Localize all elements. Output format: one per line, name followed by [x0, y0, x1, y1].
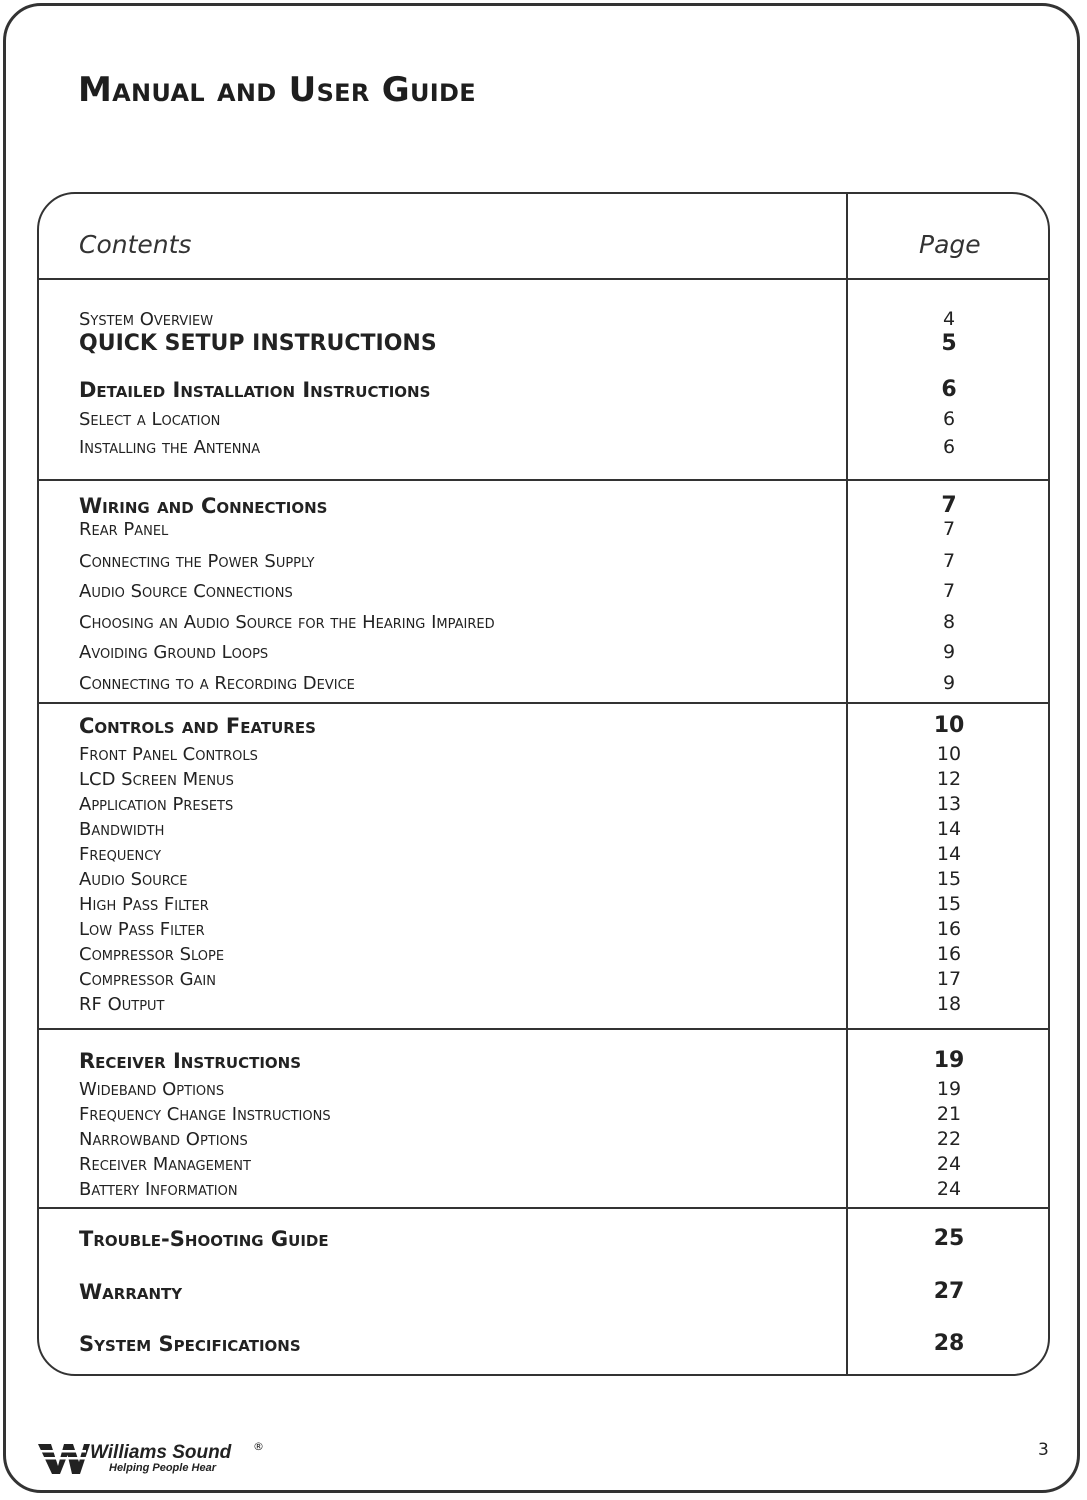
logo-mark-icon: [38, 1440, 90, 1476]
toc-entry-label: Installing the Antenna: [79, 437, 261, 458]
toc-entry[interactable]: [39, 1330, 1050, 1356]
toc-entry-page: 7: [942, 518, 956, 540]
toc-entry-label: Narrowband Options: [79, 1129, 248, 1150]
toc-entry[interactable]: [39, 764, 1050, 790]
toc-entry-page: 28: [933, 1331, 965, 1356]
toc-entry-page: 14: [936, 843, 962, 865]
williams-sound-logo: [38, 1440, 278, 1476]
toc-entry[interactable]: [39, 1149, 1050, 1175]
toc-entry[interactable]: [39, 939, 1050, 965]
toc-entry-page: 15: [936, 868, 962, 890]
toc-entry-page: 4: [942, 308, 956, 330]
toc-entry-page: 6: [941, 377, 957, 402]
section-divider: [39, 479, 1050, 481]
toc-entry-label: Choosing an Audio Source for the Hearing Impaired: [79, 612, 495, 633]
toc-entry[interactable]: [39, 814, 1050, 840]
toc-entry[interactable]: [39, 989, 1050, 1015]
toc-entry-label: Low Pass Filter: [79, 919, 205, 940]
toc-entry-label: Connecting the Power Supply: [79, 551, 315, 572]
toc-entry[interactable]: [39, 432, 1050, 458]
toc-entry-page: 9: [942, 672, 956, 694]
toc-entry-page: 8: [942, 611, 956, 633]
toc-entry-page: 10: [936, 743, 962, 765]
toc-entry-label: Compressor Gain: [79, 969, 216, 990]
toc-entry[interactable]: [39, 1047, 1050, 1073]
toc-entry-label: Avoiding Ground Loops: [79, 642, 269, 663]
toc-entry-label: Wiring and Connections: [79, 494, 328, 518]
toc-entry-label: Receiver Instructions: [79, 1049, 302, 1073]
logo-tagline: Helping People Hear: [109, 1462, 216, 1474]
toc-entry-page: 6: [942, 436, 956, 458]
toc-entry-page: 12: [936, 768, 962, 790]
toc-entry[interactable]: [39, 1099, 1050, 1125]
toc-entry-page: 16: [936, 918, 962, 940]
page-number: 3: [1038, 1440, 1049, 1460]
toc-entry-label: Audio Source Connections: [79, 581, 293, 602]
toc-entry-label: Wideband Options: [79, 1079, 225, 1100]
page-title: Manual and User Guide: [78, 70, 476, 110]
toc-entry-label: Compressor Slope: [79, 944, 225, 965]
toc-entry[interactable]: [39, 330, 1050, 356]
toc-entry[interactable]: [39, 376, 1050, 402]
toc-entry-page: 7: [942, 580, 956, 602]
toc-entry-page: 27: [933, 1279, 965, 1304]
toc-entry-page: 25: [933, 1226, 965, 1251]
toc-entry[interactable]: [39, 864, 1050, 890]
toc-entry[interactable]: [39, 839, 1050, 865]
section-divider: [39, 1207, 1050, 1209]
toc-entry-page: 13: [936, 793, 962, 815]
toc-entry[interactable]: [39, 1225, 1050, 1251]
toc-entry-page: 7: [942, 550, 956, 572]
toc-entry[interactable]: [39, 637, 1050, 663]
toc-entry-label: RF Output: [79, 994, 165, 1015]
toc-entry[interactable]: [39, 789, 1050, 815]
toc-entry[interactable]: [39, 546, 1050, 572]
toc-entry-label: Rear Panel: [79, 519, 169, 540]
toc-entry-page: 22: [936, 1128, 962, 1150]
toc-entry[interactable]: [39, 576, 1050, 602]
contents-header: Contents: [79, 230, 192, 259]
toc-entry-page: 10: [933, 713, 965, 738]
toc-entry[interactable]: [39, 964, 1050, 990]
toc-entry-page: 24: [936, 1178, 962, 1200]
toc-entry-page: 19: [936, 1078, 962, 1100]
toc-entry-page: 16: [936, 943, 962, 965]
toc-entry-label: System Specifications: [79, 1332, 301, 1356]
toc-entry-label: LCD Screen Menus: [79, 769, 234, 790]
toc-entry-page: 15: [936, 893, 962, 915]
toc-entry[interactable]: [39, 712, 1050, 738]
toc-entry-page: 5: [941, 331, 957, 356]
toc-entry-label: Controls and Features: [79, 714, 316, 738]
toc-entry-page: 24: [936, 1153, 962, 1175]
section-divider: [39, 702, 1050, 704]
toc-entry[interactable]: [39, 514, 1050, 540]
toc-entry[interactable]: [39, 1278, 1050, 1304]
toc-entry-label: High Pass Filter: [79, 894, 209, 915]
table-of-contents: [37, 192, 1050, 1376]
toc-entry-label: Trouble-Shooting Guide: [79, 1227, 329, 1251]
toc-entry-label: Application Presets: [79, 794, 234, 815]
toc-entry-label: Audio Source: [79, 869, 188, 890]
page-header: Page: [919, 230, 981, 259]
toc-entry-label: Front Panel Controls: [79, 744, 258, 765]
toc-entry[interactable]: [39, 739, 1050, 765]
toc-entry[interactable]: [39, 404, 1050, 430]
toc-entry[interactable]: [39, 668, 1050, 694]
toc-entry-page: 6: [942, 408, 956, 430]
toc-entry-page: 18: [936, 993, 962, 1015]
toc-entry-label: Receiver Management: [79, 1154, 251, 1175]
toc-entry[interactable]: [39, 1124, 1050, 1150]
toc-entry-page: 7: [941, 493, 957, 518]
toc-entry[interactable]: [39, 1074, 1050, 1100]
toc-entry[interactable]: [39, 304, 1050, 330]
toc-entry-label: Frequency Change Instructions: [79, 1104, 331, 1125]
registered-mark: ®: [253, 1440, 264, 1453]
toc-entry-label: System Overview: [79, 309, 214, 330]
header-divider: [39, 278, 1050, 280]
toc-entry[interactable]: [39, 914, 1050, 940]
toc-entry-page: 19: [933, 1048, 965, 1073]
toc-entry-label: QUICK SETUP INSTRUCTIONS: [79, 331, 437, 356]
logo-brand: Williams Sound: [90, 1442, 232, 1463]
toc-entry-label: Detailed Installation Instructions: [79, 378, 431, 402]
toc-entry-page: 17: [936, 968, 962, 990]
toc-entry-page: 9: [942, 641, 956, 663]
toc-entry-page: 14: [936, 818, 962, 840]
toc-entry[interactable]: [39, 889, 1050, 915]
toc-entry-label: Battery Information: [79, 1179, 238, 1200]
toc-entry[interactable]: [39, 1174, 1050, 1200]
toc-entry[interactable]: [39, 607, 1050, 633]
toc-entry-page: 21: [936, 1103, 962, 1125]
toc-entry-label: Select a Location: [79, 409, 221, 430]
toc-entry-label: Warranty: [79, 1280, 183, 1304]
toc-entry-label: Bandwidth: [79, 819, 165, 840]
section-divider: [39, 1028, 1050, 1030]
toc-entry-label: Frequency: [79, 844, 162, 865]
toc-entry-label: Connecting to a Recording Device: [79, 673, 355, 694]
